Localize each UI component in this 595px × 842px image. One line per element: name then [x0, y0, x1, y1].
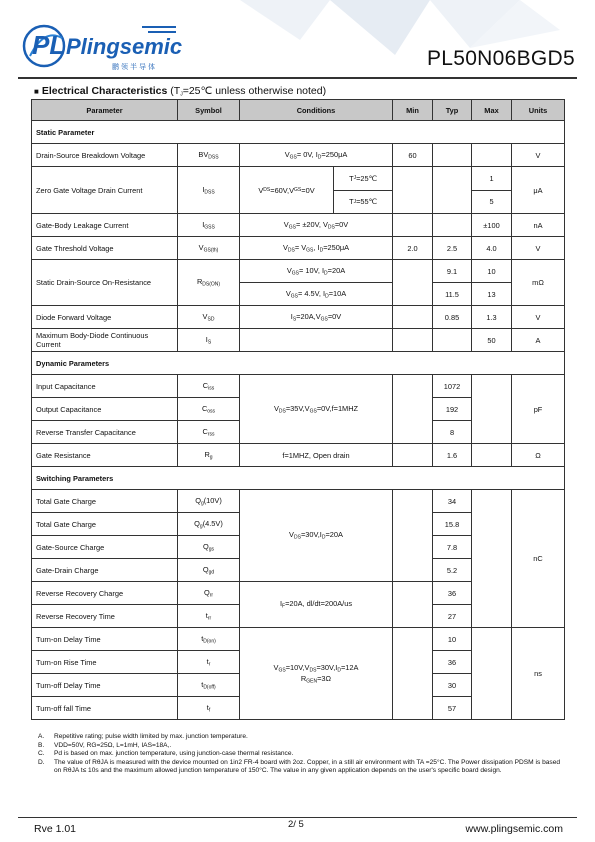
- symbol-cell: $Q_g(10V)$: [178, 490, 240, 513]
- cond-cell: $V_{GS}= \pm 20V$, $V_{DS}=0V$: [240, 214, 393, 237]
- param-cell: Static Drain-Source On-Resistance: [32, 260, 178, 306]
- cond-cell: V DS =60V,V GS =0V T J =25℃ T J =55℃: [240, 167, 393, 214]
- typ-cell: 10: [433, 628, 472, 651]
- symbol-cell: $t_f$: [178, 697, 240, 720]
- max-cell: 4.0: [472, 237, 512, 260]
- col-units: Units: [512, 100, 565, 121]
- param-cell: Maximum Body-Diode Continuous Current: [32, 329, 178, 352]
- min-cell: 2.0: [393, 237, 433, 260]
- unit-cell: mΩ: [512, 260, 565, 306]
- typ-cell: 0.85: [433, 306, 472, 329]
- symbol-cell: $V_{GS(th)}$: [178, 237, 240, 260]
- table-row: [32, 444, 565, 467]
- group-row: [32, 467, 565, 490]
- cond-cell: $I_S=20A,V_{GS}=0V$: [240, 306, 393, 329]
- logo-cn: 鹏领半导体: [112, 63, 157, 71]
- cond-cell: [240, 329, 393, 352]
- table-row: [32, 329, 565, 352]
- typ-cell: 15.8: [433, 513, 472, 536]
- table-row: [32, 214, 565, 237]
- table-row: [32, 144, 565, 167]
- typ-cell: 1.6: [433, 444, 472, 467]
- unit-cell: μA: [512, 167, 565, 214]
- part-number: PL50N06BGD5: [426, 47, 575, 70]
- typ-cell: 57: [433, 697, 472, 720]
- min-cell: [393, 628, 433, 720]
- electrical-characteristics-table: [31, 99, 565, 720]
- max-cell: [472, 144, 512, 167]
- max-cell: 10: [472, 260, 512, 283]
- typ-cell: 7.8: [433, 536, 472, 559]
- param-cell: Zero Gate Voltage Drain Current: [32, 167, 178, 214]
- cond-cell: $V_{DS}=35V,V_{GS}=0V,f=1MHZ$: [240, 375, 393, 444]
- table-row: [32, 167, 565, 191]
- typ-cell: 36: [433, 651, 472, 674]
- max-cell: [472, 628, 512, 720]
- param-cell: Turn-off fall Time: [32, 697, 178, 720]
- table-row: [32, 375, 565, 398]
- typ-cell: [433, 214, 472, 237]
- col-min: Min: [393, 100, 433, 121]
- col-parameter: Parameter: [32, 100, 178, 121]
- typ-cell: 5.2: [433, 559, 472, 582]
- min-cell: [393, 167, 433, 214]
- typ-cell: 9.1: [433, 260, 472, 283]
- param-cell: Turn-off Delay Time: [32, 674, 178, 697]
- symbol-cell: $t_{rr}$: [178, 605, 240, 628]
- footnotes: [38, 733, 563, 776]
- typ-cell: [433, 167, 472, 214]
- unit-cell: V: [512, 237, 565, 260]
- svg-text:PL: PL: [32, 30, 66, 60]
- typ-cell: 192: [433, 398, 472, 421]
- section-title: ■ Electrical Characteristics (TJ=25℃ unless otherwise noted): [34, 85, 327, 98]
- unit-cell: nA: [512, 214, 565, 237]
- param-cell: Turn-on Rise Time: [32, 651, 178, 674]
- max-cell: 1: [472, 167, 512, 191]
- cond-cell: $V_{GS}= 0V$, $I_D=250\mu A$: [240, 144, 393, 167]
- typ-cell: 11.5: [433, 283, 472, 306]
- param-cell: Drain-Source Breakdown Voltage: [32, 144, 178, 167]
- symbol-cell: $t_{D(off)}$: [178, 674, 240, 697]
- unit-cell: Ω: [512, 444, 565, 467]
- param-cell: Gate Threshold Voltage: [32, 237, 178, 260]
- table-row: [32, 260, 565, 283]
- max-cell: 50: [472, 329, 512, 352]
- symbol-cell: $t_{D(on)}$: [178, 628, 240, 651]
- symbol-cell: $Q_{gs}$: [178, 536, 240, 559]
- param-cell: Reverse Recovery Charge: [32, 582, 178, 605]
- group-row: [32, 352, 565, 375]
- param-cell: Gate Resistance: [32, 444, 178, 467]
- unit-cell: ns: [512, 628, 565, 720]
- max-cell: 13: [472, 283, 512, 306]
- unit-cell: V: [512, 144, 565, 167]
- group-static: Static Parameter: [32, 121, 565, 144]
- param-cell: Turn-on Delay Time: [32, 628, 178, 651]
- symbol-cell: $C_{iss}$: [178, 375, 240, 398]
- symbol-cell: $I_{GSS}$: [178, 214, 240, 237]
- max-cell: 1.3: [472, 306, 512, 329]
- table-row: [32, 490, 565, 513]
- param-cell: Diode Forward Voltage: [32, 306, 178, 329]
- param-cell: Input Capacitance: [32, 375, 178, 398]
- col-symbol: Symbol: [178, 100, 240, 121]
- cond-cell: $V_{GS}= 4.5V$, $I_D=10A$: [240, 283, 393, 306]
- note-b: B. VDD=50V, RG=25Ω, L=1mH, IAS=18A,.: [38, 741, 172, 749]
- param-cell: Gate-Drain Charge: [32, 559, 178, 582]
- typ-cell: 8: [433, 421, 472, 444]
- param-cell: Total Gate Charge: [32, 490, 178, 513]
- symbol-cell: $V_{SD}$: [178, 306, 240, 329]
- cond-cell: f=1MHZ, Open drain: [240, 444, 393, 467]
- symbol-cell: $Q_{rr}$: [178, 582, 240, 605]
- param-cell: Total Gate Charge: [32, 513, 178, 536]
- company-logo: [22, 16, 197, 78]
- group-row: [32, 121, 565, 144]
- revision-label: Rve 1.01: [34, 823, 77, 835]
- symbol-cell: $C_{oss}$: [178, 398, 240, 421]
- symbol-cell: $I_{DSS}$: [178, 167, 240, 214]
- table-row: [32, 306, 565, 329]
- typ-cell: 34: [433, 490, 472, 513]
- symbol-cell: $Q_{gd}$: [178, 559, 240, 582]
- param-cell: Gate-Body Leakage Current: [32, 214, 178, 237]
- min-cell: [393, 444, 433, 467]
- col-typ: Typ: [433, 100, 472, 121]
- symbol-cell: $Q_g(4.5V)$: [178, 513, 240, 536]
- min-cell: [393, 329, 433, 352]
- cond-cell: $I_F=20A$, dl/dt=200A/us: [240, 582, 393, 628]
- symbol-cell: $t_r$: [178, 651, 240, 674]
- min-cell: [393, 490, 433, 582]
- max-cell: [472, 444, 512, 467]
- param-cell: Reverse Transfer Capacitance: [32, 421, 178, 444]
- group-switching: Switching Parameters: [32, 467, 565, 490]
- typ-cell: [433, 329, 472, 352]
- footer-rule: [18, 817, 577, 818]
- max-cell: [472, 490, 512, 628]
- symbol-cell: $R_g$: [178, 444, 240, 467]
- typ-cell: 1072: [433, 375, 472, 398]
- min-cell: [393, 260, 433, 306]
- symbol-cell: $C_{rss}$: [178, 421, 240, 444]
- unit-cell: V: [512, 306, 565, 329]
- col-max: Max: [472, 100, 512, 121]
- table-header-row: [32, 100, 565, 121]
- typ-cell: 30: [433, 674, 472, 697]
- note-d: D. The value of RθJA is measured with the device mounted on 1in2 FR-4 board with 2oz. Copper, in a still air environment with TA =25°C. The Power dissipation PDSM is based on RθJA t≤ 10s and the maximum allowed junction temperature of 150°C. The value in any given application depends on the user's specific board design.: [38, 758, 561, 775]
- typ-cell: [433, 144, 472, 167]
- typ-cell: 27: [433, 605, 472, 628]
- min-cell: [393, 306, 433, 329]
- col-conditions: Conditions: [240, 100, 393, 121]
- symbol-cell: $R_{DS(ON)}$: [178, 260, 240, 306]
- symbol-cell: $BV_{DSS}$: [178, 144, 240, 167]
- param-cell: Gate-Source Charge: [32, 536, 178, 559]
- header-rule: [18, 77, 577, 79]
- max-cell: [472, 375, 512, 444]
- unit-cell: A: [512, 329, 565, 352]
- unit-cell: nC: [512, 490, 565, 628]
- min-cell: [393, 375, 433, 444]
- cond-cell: $V_{DS}= V_{GS}$, $I_D=250\mu A$: [240, 237, 393, 260]
- typ-cell: 2.5: [433, 237, 472, 260]
- max-cell: 5: [472, 190, 512, 214]
- param-cell: Reverse Recovery Time: [32, 605, 178, 628]
- min-cell: [393, 214, 433, 237]
- group-dynamic: Dynamic Parameters: [32, 352, 565, 375]
- cond-cell: $V_{DS}=30V,I_D=20A$: [240, 490, 393, 582]
- typ-cell: 36: [433, 582, 472, 605]
- table-row: [32, 237, 565, 260]
- note-c: C. Pd is based on max. junction temperature, using junction-case thermal resistance.: [38, 750, 294, 758]
- max-cell: ±100: [472, 214, 512, 237]
- min-cell: 60: [393, 144, 433, 167]
- note-a: A. Repetitive rating; pulse width limited by max. junction temperature.: [38, 733, 248, 740]
- cond-cell: $V_{GS}=10V,V_{DS}=30V,I_D=12A$ $R_{GEN}=3\Omega$: [240, 628, 393, 720]
- symbol-cell: $I_S$: [178, 329, 240, 352]
- unit-cell: pF: [512, 375, 565, 444]
- cond-cell: $V_{GS}= 10V$, $I_D=20A$: [240, 260, 393, 283]
- website-link[interactable]: www.plingsemic.com: [465, 823, 563, 835]
- logo-text: Plingsemic: [66, 34, 183, 59]
- param-cell: Output Capacitance: [32, 398, 178, 421]
- table-row: [32, 628, 565, 651]
- page-number: 2/ 5: [288, 819, 304, 830]
- min-cell: [393, 582, 433, 628]
